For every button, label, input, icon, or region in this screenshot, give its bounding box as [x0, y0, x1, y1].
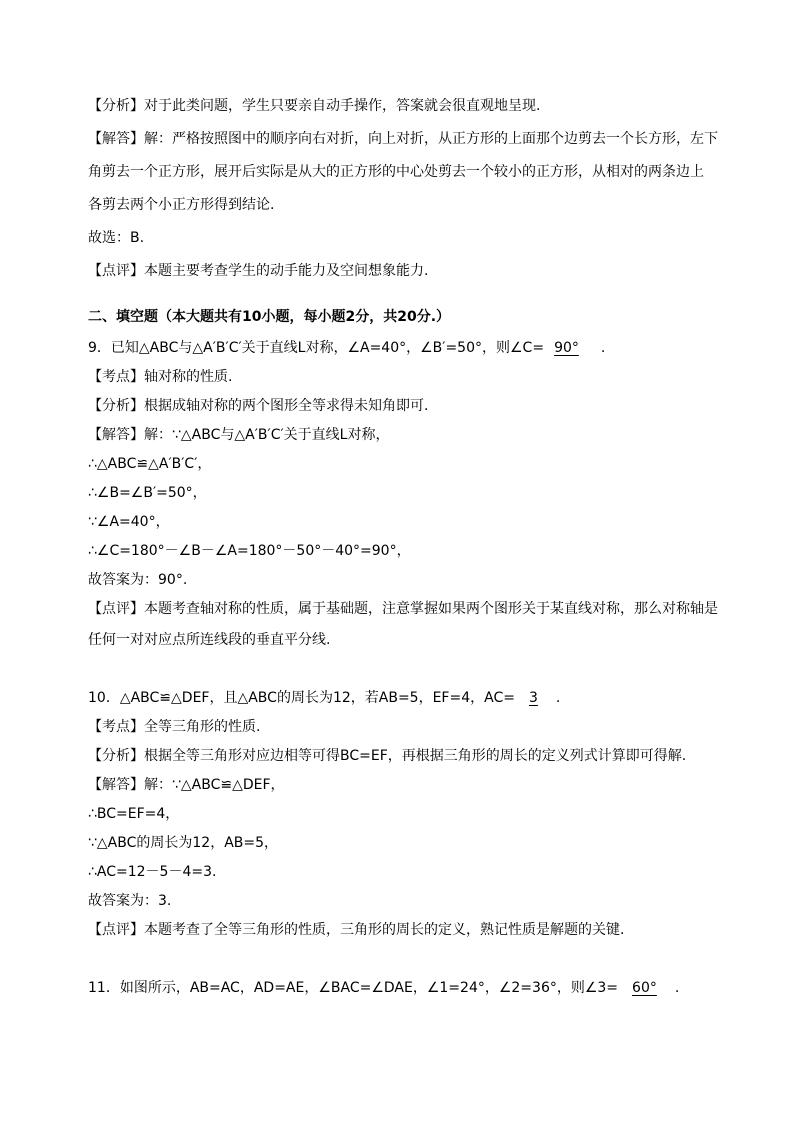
- q9-comment-line-1: 【点评】本题考查轴对称的性质，属于基础题，注意掌握如果两个图形关于某直线对称，那么对称轴是: [88, 601, 718, 617]
- q9-solution-3: ∴∠B=∠B′=50°，: [88, 485, 207, 501]
- q10-solution-4: ∴AC=12－5－4=3.: [88, 864, 217, 880]
- q9-solution-2: ∴△ABC≌△A′B′C′，: [88, 456, 212, 472]
- q11-stem-end: .: [674, 980, 680, 996]
- q9-analysis: 【分析】根据成轴对称的两个图形全等求得未知角即可.: [88, 398, 429, 414]
- q9-solution-4: ∵∠A=40°，: [88, 514, 170, 530]
- q9-answer: [544, 338, 601, 358]
- q10-comment: 【点评】本题考查了全等三角形的性质，三角形的周长的定义，熟记性质是解题的关键.: [88, 922, 625, 938]
- q9-stem-end: .: [600, 340, 606, 356]
- q10-stem-end: .: [555, 690, 561, 706]
- q11-answer: [618, 978, 675, 998]
- q9-solution-1: 【解答】解：∵△ABC与△A′B′C′关于直线L对称，: [88, 427, 390, 443]
- q8-comment: 【点评】本题主要考查学生的动手能力及空间想象能力.: [88, 263, 429, 279]
- q9-point: 【考点】轴对称的性质.: [88, 369, 233, 385]
- q9-answer-value: 90°: [554, 340, 579, 356]
- q10-answer-value: 3: [528, 690, 538, 706]
- q8-choice: 故选：B.: [88, 230, 145, 246]
- q8-solution-line-2: 角剪去一个正方形，展开后实际是从大的正方形的中心处剪去一个较小的正方形，从相对的两条边上: [88, 164, 704, 180]
- q10-solution-3: ∵△ABC的周长为12，AB=5，: [88, 835, 279, 851]
- q11-answer-value: 60°: [632, 980, 657, 996]
- q11-stem-text: 11．如图所示，AB=AC，AD=AE，∠BAC=∠DAE，∠1=24°，∠2=36°，则∠3=: [88, 980, 619, 996]
- q11-stem: [88, 978, 748, 998]
- q9-solution-5: ∴∠C=180°－∠B－∠A=180°－50°－40°=90°，: [88, 543, 411, 559]
- q9-stem-text: 9．已知△ABC与△A′B′C′关于直线L对称，∠A=40°，∠B′=50°，则∠C=: [88, 340, 545, 356]
- q8-analysis: 【分析】对于此类问题，学生只要亲自动手操作，答案就会很直观地呈现.: [88, 98, 541, 114]
- q10-stem: [88, 688, 748, 708]
- q8-solution-line-3: 各剪去两个小正方形得到结论.: [88, 197, 275, 213]
- q10-point: 【考点】全等三角形的性质.: [88, 719, 261, 735]
- q9-stem: [88, 338, 748, 358]
- q8-solution-line-1: 【解答】解：严格按照图中的顺序向右对折，向上对折，从正方形的上面那个边剪去一个长方形，左下: [88, 131, 718, 147]
- q10-final: 故答案为：3.: [88, 893, 172, 909]
- q10-solution-1: 【解答】解：∵△ABC≌△DEF，: [88, 777, 285, 793]
- q10-answer: [515, 688, 556, 708]
- q9-final: 故答案为：90°.: [88, 572, 188, 588]
- q10-stem-text: 10．△ABC≌△DEF，且△ABC的周长为12，若AB=5，EF=4，AC=: [88, 690, 515, 706]
- q9-comment-line-2: 任何一对对应点所连线段的垂直平分线.: [88, 632, 331, 648]
- section-heading: 二、填空题（本大题共有10小题，每小题2分，共20分.）: [88, 309, 451, 325]
- q10-solution-2: ∴BC=EF=4，: [88, 806, 180, 822]
- q10-analysis: 【分析】根据全等三角形对应边相等可得BC=EF，再根据三角形的周长的定义列式计算即可得解.: [88, 748, 687, 764]
